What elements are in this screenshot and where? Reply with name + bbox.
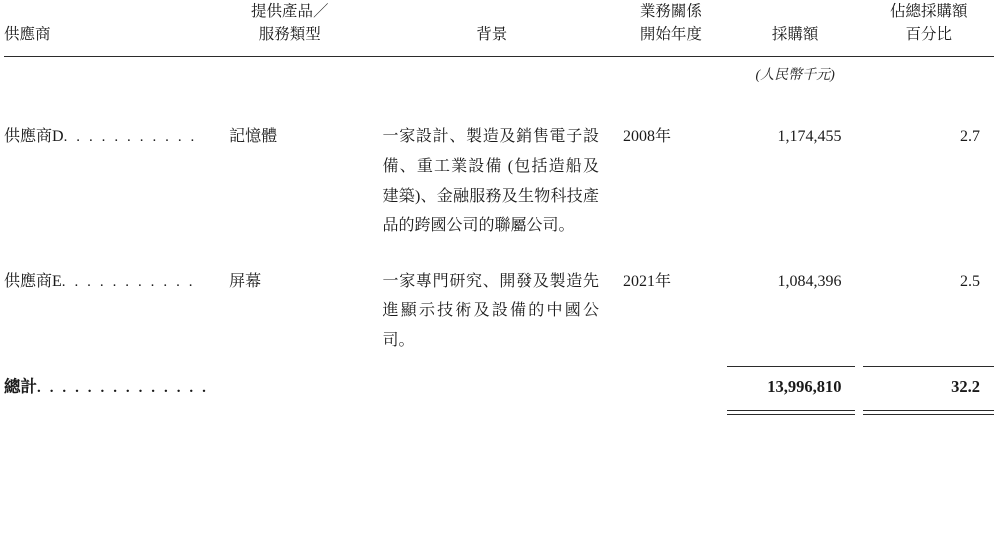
- table-row: [4, 122, 994, 240]
- total-blank-year: [615, 370, 727, 403]
- header-purchase-amount: [727, 0, 864, 56]
- total-rule-blank-4: [615, 402, 727, 418]
- header-supplier-label: 供應商: [4, 26, 51, 44]
- header-relationship-year: [615, 0, 727, 56]
- row-relationship-year: 2008年: [622, 128, 671, 146]
- header-body-spacer: [4, 88, 994, 122]
- subtotal-rule-blank-2: [211, 356, 368, 370]
- row-gap: [4, 241, 994, 267]
- row-supplier-name: [4, 267, 211, 356]
- subtotal-rule-blank-4: [615, 356, 727, 370]
- total-rule-amount: [727, 402, 864, 418]
- subtotal-rule-amount: [727, 356, 864, 370]
- row-purchase-amount: 1,084,396: [777, 272, 842, 290]
- row-relationship-year: 2021年: [622, 272, 671, 290]
- header-purchase-amount-label: 採購額: [771, 26, 819, 44]
- row-purchase-amount: 1,174,455: [777, 128, 842, 146]
- row-percentage: 2.5: [960, 272, 980, 290]
- row-product-type: 記憶體: [229, 128, 278, 146]
- header-product-type: [211, 0, 368, 56]
- unit-note: (人民幣千元): [755, 67, 835, 83]
- subtotal-rule-row: [4, 356, 994, 370]
- total-rule-blank-2: [211, 402, 368, 418]
- supplier-procurement-table: [4, 0, 994, 418]
- table-body: [4, 56, 994, 418]
- row-gap-cell: [4, 241, 994, 267]
- table-header: [4, 0, 994, 56]
- subtotal-rule-pct: [863, 356, 994, 370]
- header-background: [369, 0, 615, 56]
- supplier-dot-leader: . . . . . . . . . . .: [61, 273, 196, 290]
- total-rule-pct: [863, 402, 994, 418]
- header-percentage: [863, 0, 994, 56]
- supplier-dot-leader: . . . . . . . . . . .: [63, 129, 197, 146]
- spacer-cell: [4, 88, 994, 122]
- unit-note-blank-5: [863, 56, 994, 88]
- total-rule-blank-1: [4, 402, 211, 418]
- subtotal-rule-blank-3: [369, 356, 615, 370]
- row-percentage: 2.7: [960, 128, 980, 146]
- total-dot-leader: . . . . . . . . . . . . . .: [37, 379, 209, 396]
- total-rule-blank-3: [369, 402, 615, 418]
- table-row: [4, 267, 994, 356]
- total-row: [4, 370, 994, 403]
- total-blank-type: [211, 370, 368, 403]
- total-percentage: 32.2: [951, 376, 980, 396]
- unit-note-blank-4: [615, 56, 727, 88]
- header-background-label: 背景: [476, 26, 508, 44]
- supplier-name-text: 供應商D: [4, 128, 64, 146]
- total-double-rule-row: [4, 402, 994, 418]
- supplier-name-text: 供應商E: [4, 272, 62, 290]
- row-background: 一家設計、製造及銷售電子設備、重工業設備 (包括造船及建築)、金融服務及生物科技產品的跨國公司的聯屬公司。: [382, 128, 599, 235]
- unit-note-row: [4, 56, 994, 88]
- unit-note-blank-1: [4, 56, 211, 88]
- header-percentage-line2: 百分比: [905, 26, 952, 44]
- header-product-type-line1: 提供產品／: [251, 3, 329, 20]
- header-product-type-line2: 服務類型: [258, 26, 321, 44]
- subtotal-rule-blank-1: [4, 356, 211, 370]
- total-label-cell: [4, 370, 211, 403]
- header-relationship-year-line2: 開始年度: [639, 26, 702, 44]
- row-background: 一家專門研究、開發及製造先進顯示技術及設備的中國公司。: [382, 272, 599, 349]
- unit-note-blank-3: [369, 56, 615, 88]
- header-percentage-line1: 佔總採購額: [889, 3, 968, 20]
- total-blank-background: [369, 370, 615, 403]
- total-label: 總計: [4, 376, 37, 396]
- header-relationship-year-line1: 業務關係: [639, 3, 702, 20]
- header-supplier: [4, 0, 211, 56]
- total-purchase-amount: 13,996,810: [767, 376, 842, 396]
- row-product-type: 屏幕: [229, 272, 262, 290]
- row-supplier-name: [4, 122, 211, 240]
- unit-note-blank-2: [211, 56, 368, 88]
